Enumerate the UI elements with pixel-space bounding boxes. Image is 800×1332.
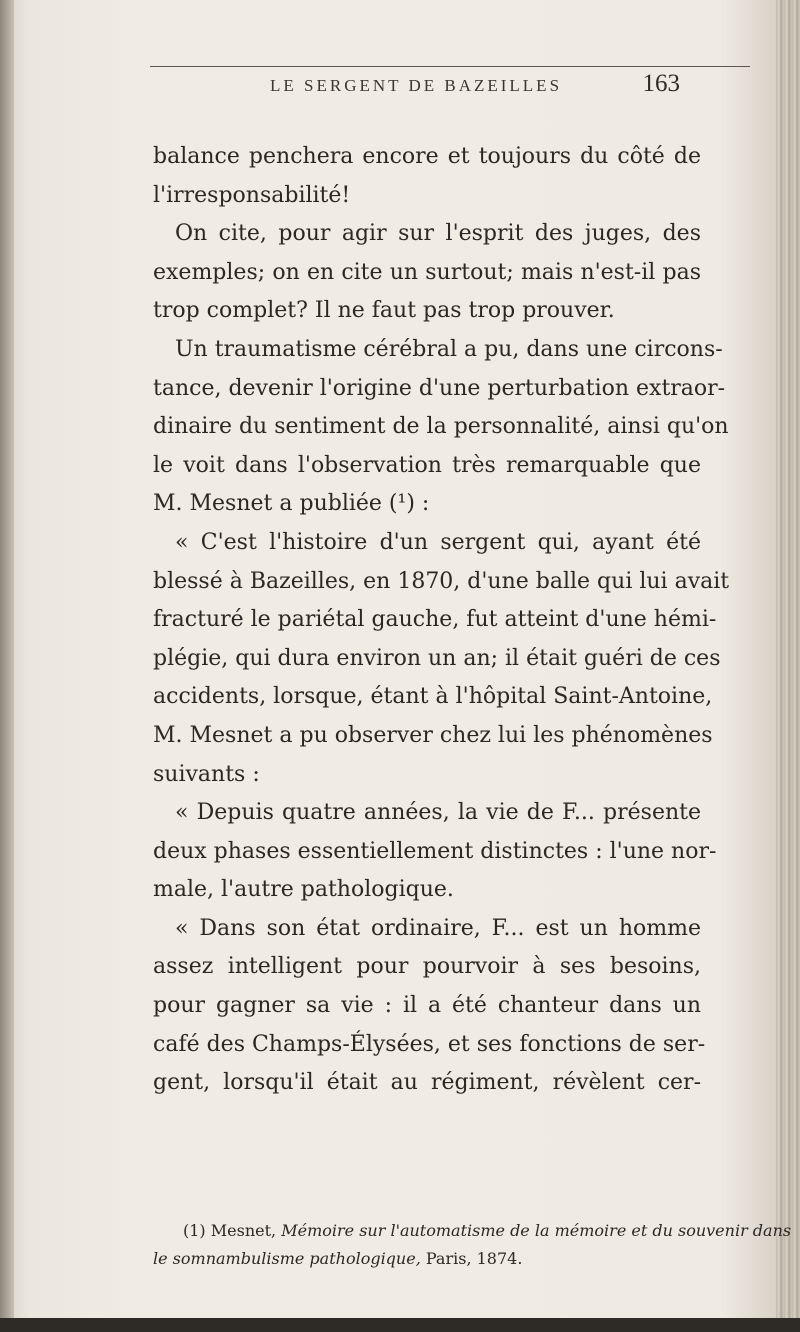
- text-line: trop complet? Il ne faut pas trop prouver.: [153, 298, 615, 324]
- text-line: le voit dans l'observation très remarquable que: [153, 452, 701, 478]
- footnote-author: Mesnet,: [210, 1221, 277, 1240]
- text-line: « Dans son état ordinaire, F... est un homme: [175, 915, 701, 941]
- footnote-line: [153, 1245, 701, 1273]
- text-line: fracturé le pariétal gauche, fut atteint d'une hémi-: [153, 607, 717, 633]
- footnote-place-year: Paris, 1874.: [425, 1249, 523, 1268]
- footnote-title-cont: le somnambulisme pathologique,: [153, 1249, 421, 1268]
- footnote-line: [153, 1217, 792, 1245]
- footnote-marker: (1): [183, 1221, 206, 1240]
- header-rule: [150, 66, 750, 67]
- text-line: accidents, lorsque, étant à l'hôpital Saint-Antoine,: [153, 684, 713, 710]
- text-line: On cite, pour agir sur l'esprit des juges, des: [175, 221, 701, 247]
- text-line: dinaire du sentiment de la personnalité, ainsi qu'on: [153, 414, 729, 440]
- page-number: 163: [642, 70, 680, 97]
- text-line: café des Champs-Élysées, et ses fonctions de ser-: [153, 1031, 706, 1057]
- text-line: Un traumatisme cérébral a pu, dans une circons-: [175, 336, 723, 362]
- text-line: balance penchera encore et toujours du côté de: [153, 144, 701, 169]
- text-line: l'irresponsabilité!: [153, 182, 351, 208]
- text-line: blessé à Bazeilles, en 1870, d'une balle qui lui avait: [153, 568, 730, 594]
- running-head: LE SERGENT DE BAZEILLES: [270, 76, 563, 95]
- text-line: plégie, qui dura environ un an; il était guéri de ces: [153, 645, 721, 671]
- text-line: male, l'autre pathologique.: [153, 877, 454, 903]
- page-header: [150, 70, 690, 106]
- text-line: gent, lorsqu'il était au régiment, révèlent cer-: [153, 1070, 701, 1096]
- text-line: pour gagner sa vie : il a été chanteur dans un: [153, 993, 701, 1019]
- text-line: suivants :: [153, 761, 260, 787]
- body-text: [153, 138, 730, 1103]
- text-line: tance, devenir l'origine d'une perturbation extraor-: [153, 375, 726, 401]
- text-line: exemples; on en cite un surtout; mais n'est-il pas: [153, 259, 701, 285]
- footnote: [153, 1217, 792, 1273]
- text-line: M. Mesnet a publiée (¹) :: [153, 491, 430, 517]
- text-line: « C'est l'histoire d'un sergent qui, ayant été: [175, 529, 701, 555]
- text-line: assez intelligent pour pourvoir à ses besoins,: [153, 954, 701, 980]
- text-line: deux phases essentiellement distinctes : l'une nor-: [153, 838, 717, 864]
- page-gutter-shadow: [0, 0, 14, 1332]
- footnote-title: Mémoire sur l'automatisme de la mémoire et du souvenir dans: [281, 1221, 792, 1240]
- page-bottom-edge: [0, 1318, 800, 1332]
- text-line: M. Mesnet a pu observer chez lui les phénomènes: [153, 722, 713, 748]
- text-line: « Depuis quatre années, la vie de F... présente: [175, 800, 701, 826]
- page-edge-stack: [776, 0, 800, 1332]
